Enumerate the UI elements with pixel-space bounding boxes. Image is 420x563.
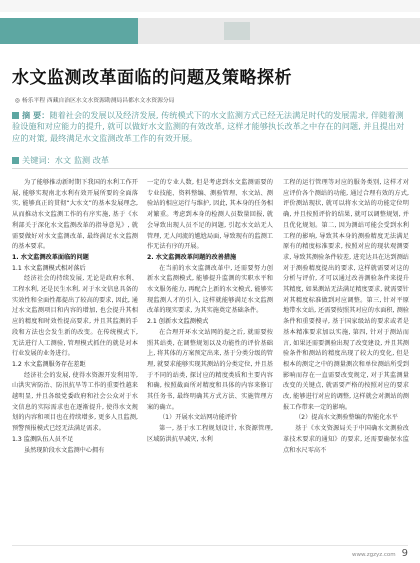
section-heading: 1. 水文监测改革面临的问题 <box>12 253 89 261</box>
keywords-label: 关键词： <box>22 155 55 165</box>
banner-accent-block <box>0 18 138 44</box>
paragraph: 虽然现阶段水文监测中心拥有 <box>24 446 105 454</box>
keywords <box>12 155 109 166</box>
abstract-label: 摘 要： <box>22 110 50 120</box>
paragraph: 第一, 基于水工程规划设计, 水资源管理, 区域防洪抗旱减灾, 水利 <box>147 425 273 443</box>
paragraph: 在当前的水文监测改革中, 还需要努力创新水文监测模式, 能够提升监测的实职水平和水文服务能力, 再配合上新的水文模式, 能够实现监测人才的引入, 这样就能够满足水文监测改革的现实要求, 为其实施奠定基础条件。 <box>147 264 273 315</box>
article-title: 水文监测改革面临的问题及策略探析 <box>12 68 292 88</box>
keywords-marker-icon <box>12 157 19 164</box>
footer-site: www.zgzyz.com <box>351 552 396 558</box>
header-strip <box>0 0 420 12</box>
abstract-divider <box>12 168 408 169</box>
paragraph: （1）开展水文站网功能评价 <box>159 414 238 422</box>
author-line: ◎ 杨乐平程 西藏自治区水文水资源勘测局昌都水文水资源分局 <box>15 98 175 104</box>
page-number: 9 <box>401 548 408 559</box>
paragraph: （2）提高水文测验整编的智能化水平 <box>295 414 398 422</box>
paragraph: 经济社会的持续发展, 无论是政府水利、工程水利, 还是民生水利, 对于水文信息具备的实效性和全面性都提出了较高的要求, 因此, 通过水文监测项目和内容的增加, 也会提升其相应的精度和时效性提高要求, 并且其监测的手段和方法也会发生新的改变。在传统模式下, 无法进行人工测验, 管理模式抓住的就是对本行业发展的业务进行。 <box>12 275 138 358</box>
body-column-1 <box>12 178 138 538</box>
subsection-heading: 1.2 水文监测服务存在差距 <box>12 360 86 368</box>
subsection-heading: 1.1 水文监测模式相对落后 <box>12 264 86 272</box>
page-footer <box>352 548 408 559</box>
body-column-2 <box>147 178 273 538</box>
section-heading: 2. 水文监测改革问题的改善措施 <box>147 253 237 261</box>
abstract <box>12 110 405 144</box>
body-column-3 <box>283 178 409 538</box>
paragraph: 为了能够推动新时期下我国的水利工作开展, 能够实现南北水利有效开展所要的全面落实, 能够真正的贯彻“大水文”的基本发展理念, 从而推动水文监测工作的有序实施, 基于《水利部关于深化水文监测改革的指导意见》, 就需要做好对水文监测改革, 最终满足水文监测的基本要求。 <box>12 179 138 251</box>
banner-decor <box>224 22 250 40</box>
keywords-text: 水文 监测 改革 <box>54 155 110 165</box>
paragraph: 工程的运行管理等对应的服务类别, 这样才对应评价各个测站的功能, 通过合理有效的方式, 评价测站现状, 就可以将水文站的功能定位明确, 并且按照评价的结果, 就可以调整规划, 并且优化规划。第二, 因为测站可能会受到水利工程的影响, 导致其本身的测验精度无法满足原有的精度标准要求, 按照对应的现状观测要求, 导致其测验条件较差, 进充达具在达到测站对于测验精度提出的要求, 这样就需要对这的分析与评价, 才可以通过改善测验条件来提升其精度, 如果测站无法满足精度要求, 就需要针对其精度标准做到对应调整。第三, 针对平原地带水文站, 还需要按照其对应的水面积, 测验条件和重要搜寻, 基于国家级站的要求或者是基本精准要求加以实施, 第四, 针对于测站而言, 如果还需要测验出现了改变建设, 并且其测验条件和测站的精度出现了较大的变化, 但是根本的测定之中的测量测次和单位测站所受到影响而存在一直需要改变规定, 对于其监测量改变的关键点, 就需要严格的按照对应的要求改, 能够进行对应的调整, 这样就会对测站的测报工作带来一定的影响。 <box>283 179 409 411</box>
journal-banner <box>0 18 420 44</box>
paragraph: 一定的专业人数, 但是考虑到水文监测需要的专业技能、资料整编、测验管理、水文站、测验站的相应运行与维护, 因此, 其本身的任务相对繁重。考虑到本身的检测人员数量回报, 就会导致出现人员不足的问题, 引起水文站无人管理, 无人问流的尴尬局面, 导致现有的监测工作无法有序的开展。 <box>147 179 273 251</box>
abstract-marker-icon <box>12 112 19 119</box>
footer-divider <box>12 545 408 546</box>
paragraph: 在合理开环水文站网的提之后, 就需要按照其站类, 在调整规划以及功能性的评价基础上, 将其体的方案预定出来, 基于分类分级的管理, 就要求能够实现其测站的分类定位, 并且基于不同的站类, 探讨应的精度类质和主要内容和确, 按照截面所对精度和具体的内容来修订其任务书, 最终明确其方式方法、实施管理方案的确立。 <box>147 328 273 411</box>
paragraph: 经济社会的发展, 使得水资源开发利用等, 山洪灾害防治、防汛抗旱等工作的重要性越来越明显, 并且各级党委政府和社会公众对于水文信息的实际需求也在逐渐提升, 使得水文规划的内容和项目也在持续增多, 更多人且监测, 预警预报模式已经无法满足需求。 <box>12 371 138 433</box>
banner-gray-block <box>138 18 420 44</box>
paragraph: 基于《水文资源局关于中国确水文测验改革技术要求的通知》的要求, 还需要确保水监点和水尺零高不 <box>283 425 409 454</box>
subsection-heading: 1.3 监测队伍人员不足 <box>12 435 74 443</box>
abstract-text: 随着社会的发展以及经济发展, 传统模式下的水文监测方式已经无法满足时代的发展需求, 伴随着测验设施和对应能力的提升, 就可以做好水文监测的有效改革, 这样才能够执长改革之中存在的问题, 并且提出对应的对策, 最终满足水文监测改革工作的有效开展。 <box>12 110 405 143</box>
subsection-heading: 2.1 创新水文监测模式 <box>147 318 209 326</box>
